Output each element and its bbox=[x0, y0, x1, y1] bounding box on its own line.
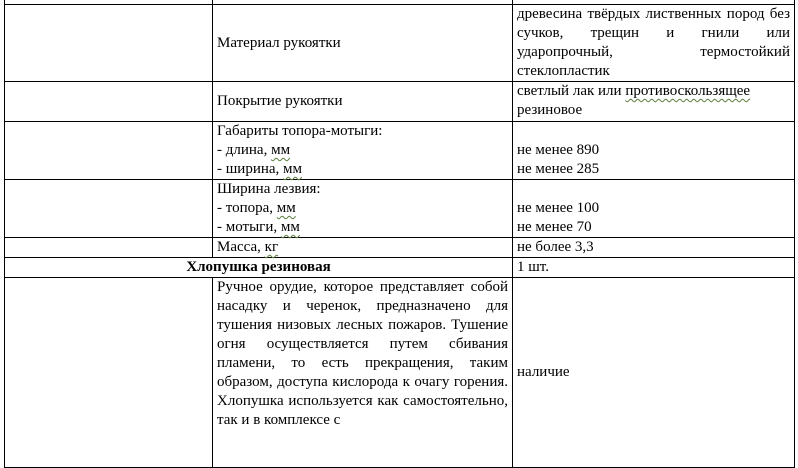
handle-material-label: Материал рукоятки bbox=[213, 5, 513, 82]
handle-coating-text: светлый лак или bbox=[517, 83, 626, 99]
width-label: - ширина, bbox=[217, 161, 284, 177]
width-unit: мм bbox=[283, 161, 303, 177]
mass-label bbox=[213, 238, 513, 258]
handle-coating-value bbox=[513, 82, 795, 122]
dimensions-values bbox=[513, 122, 795, 180]
description-text: Ручное орудие, которое представляет собой насадку и черенок, предназначено для тушения низовых лесных пожаров. Тушение огня осуществляется путем сбивания пламени, то есть прекращения, таким образом, доступа кислорода к очагу горения. Хлопушка используется как самостоятельно, так и в комплексе с bbox=[213, 278, 513, 468]
dimensions-label bbox=[213, 122, 513, 180]
hoe-value: не менее 70 bbox=[517, 219, 592, 235]
table-row bbox=[5, 258, 795, 278]
length-label: - длина, bbox=[217, 142, 272, 158]
spec-table bbox=[4, 0, 795, 468]
blade-width-label bbox=[213, 180, 513, 238]
hoe-unit: мм bbox=[280, 219, 300, 235]
dimensions-heading: Габариты топора-мотыги: bbox=[217, 123, 383, 139]
width-value: не менее 285 bbox=[517, 161, 600, 177]
mass-label-text: Масса, bbox=[217, 239, 265, 255]
mass-value: не более 3,3 bbox=[513, 238, 795, 258]
table-row bbox=[5, 122, 795, 180]
table-cell bbox=[5, 122, 213, 180]
table-row bbox=[5, 278, 795, 468]
table-cell bbox=[5, 238, 213, 258]
blade-width-values bbox=[513, 180, 795, 238]
length-unit: мм bbox=[271, 142, 291, 158]
axe-value: не менее 100 bbox=[517, 200, 600, 216]
blade-width-heading: Ширина лезвия: bbox=[217, 181, 321, 197]
handle-coating-text-2: резиновое bbox=[517, 102, 583, 118]
table-cell bbox=[5, 82, 213, 122]
table-cell bbox=[5, 180, 213, 238]
description-value: наличие bbox=[513, 278, 795, 468]
section-quantity: 1 шт. bbox=[513, 258, 795, 278]
table-row bbox=[5, 5, 795, 82]
handle-coating-label: Покрытие рукоятки bbox=[213, 82, 513, 122]
table-row bbox=[5, 82, 795, 122]
table-row bbox=[5, 238, 795, 258]
handle-coating-spell-word: противоскользящее bbox=[625, 83, 751, 99]
section-title: Хлопушка резиновая bbox=[5, 258, 513, 278]
hoe-label: - мотыги, bbox=[217, 219, 281, 235]
table-row bbox=[5, 180, 795, 238]
length-value: не менее 890 bbox=[517, 142, 600, 158]
axe-unit: мм bbox=[276, 200, 296, 216]
table-cell bbox=[5, 5, 213, 82]
table-cell bbox=[5, 278, 213, 468]
mass-unit: кг bbox=[264, 239, 279, 255]
handle-material-value: древесина твёрдых лиственных пород без сучков, трещин и гнили или ударопрочный, термостойкий стеклопластик bbox=[513, 5, 795, 82]
axe-label: - топора, bbox=[217, 200, 277, 216]
